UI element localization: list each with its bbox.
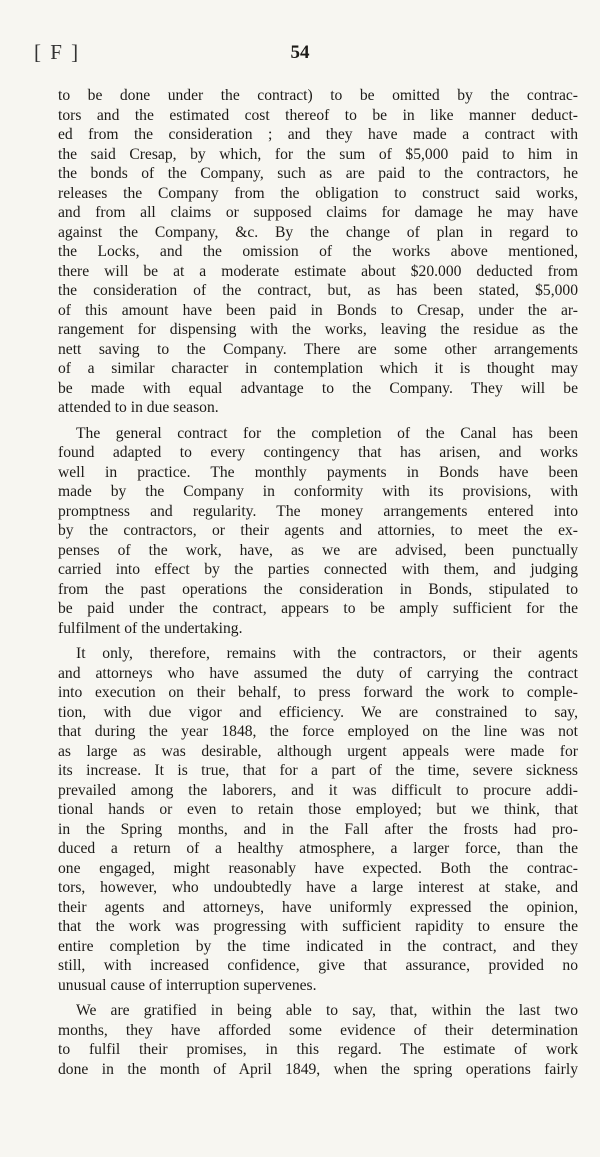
text-line: of a similar character in contemplation which it is thought may bbox=[58, 360, 578, 377]
page-header bbox=[0, 40, 600, 66]
text-line: The general contract for the completion of the Canal has been bbox=[76, 424, 578, 442]
text-line: found adapted to every contingency that has arisen, and works bbox=[58, 444, 578, 461]
page-number: 54 bbox=[290, 42, 310, 63]
text-line: promptness and regularity. The money arrangements entered into bbox=[58, 502, 578, 520]
text-line: as large as was desirable, although urgent appeals were made for bbox=[58, 742, 578, 760]
text-line: to fulfil their promises, in this regard. The estimate of work bbox=[58, 1041, 578, 1058]
text-line: by the contractors, or their agents and attornies, to meet the ex- bbox=[58, 522, 578, 539]
text-line: duced a return of a healthy atmosphere, a larger force, than the bbox=[58, 840, 578, 857]
text-line: to be done under the contract) to be omitted by the contrac- bbox=[58, 87, 578, 104]
text-line: that the work was progressing with sufficient rapidity to ensure the bbox=[58, 918, 578, 935]
text-line: carried into effect by the parties connected with them, and judging bbox=[58, 561, 578, 578]
paragraph bbox=[58, 424, 578, 639]
text-line: still, with increased confidence, give that assurance, provided no bbox=[58, 957, 578, 974]
text-line: and attorneys who have assumed the duty of carrying the contract bbox=[58, 664, 578, 682]
text-line: entire completion by the time indicated in the contract, and they bbox=[58, 937, 578, 955]
text-line: in the Spring months, and in the Fall after the frosts had pro- bbox=[58, 820, 578, 838]
paragraph bbox=[58, 1001, 578, 1079]
text-line: nett saving to the Company. There are some other arrangements bbox=[58, 340, 578, 358]
text-line: months, they have afforded some evidence of their determination bbox=[58, 1021, 578, 1039]
paragraph bbox=[58, 86, 578, 418]
text-line: done in the month of April 1849, when the spring operations fairly bbox=[58, 1060, 578, 1078]
body-text bbox=[58, 86, 578, 1079]
text-line: one engaged, might reasonably have expected. Both the contrac- bbox=[58, 859, 578, 877]
text-line: the bonds of the Company, such as are paid to the contractors, he bbox=[58, 165, 578, 182]
text-line: unusual cause of interruption supervenes. bbox=[58, 976, 317, 994]
text-line: tors and the estimated cost thereof to be in like manner deduct- bbox=[58, 106, 578, 124]
text-line: ed from the consideration ; and they have made a contract with bbox=[58, 126, 578, 143]
text-line: into execution on their behalf, to press forward the work to comple- bbox=[58, 684, 578, 701]
text-line: of this amount have been paid in Bonds to Cresap, under the ar- bbox=[58, 301, 578, 319]
text-line: releases the Company from the obligation to construct said works, bbox=[58, 184, 578, 202]
paragraph bbox=[58, 644, 578, 995]
text-line: be made with equal advantage to the Company. They will be bbox=[58, 379, 578, 397]
text-line: tional hands or even to retain those employed; but we think, that bbox=[58, 801, 578, 818]
text-line: there will be at a moderate estimate about $20.000 deducted from bbox=[58, 262, 578, 280]
text-line: and from all claims or supposed claims for damage he may have bbox=[58, 204, 578, 221]
text-line: from the past operations the consideration in Bonds, stipulated to bbox=[58, 580, 578, 598]
text-line: made by the Company in conformity with its provisions, with bbox=[58, 483, 578, 500]
text-line: the consideration of the contract, but, as has been stated, $5,000 bbox=[58, 282, 578, 299]
text-line: attended to in due season. bbox=[58, 399, 219, 416]
text-line: against the Company, &c. By the change of plan in regard to bbox=[58, 223, 578, 241]
text-line: its increase. It is true, that for a part of the time, severe sickness bbox=[58, 762, 578, 779]
text-line: tors, however, who undoubtedly have a large interest at stake, and bbox=[58, 879, 578, 896]
text-line: their agents and attorneys, have uniformly expressed the opinion, bbox=[58, 898, 578, 916]
text-line: It only, therefore, remains with the contractors, or their agents bbox=[76, 645, 578, 662]
text-line: well in practice. The monthly payments in Bonds have been bbox=[58, 463, 578, 481]
document-signature: [ F ] bbox=[34, 40, 81, 64]
text-line: be paid under the contract, appears to be amply sufficient for the bbox=[58, 600, 578, 617]
text-line: penses of the work, have, as we are advised, been punctually bbox=[58, 541, 578, 559]
text-line: tion, with due vigor and efficiency. We are constrained to say, bbox=[58, 703, 578, 721]
text-line: the said Cresap, by which, for the sum of $5,000 paid to him in bbox=[58, 145, 578, 163]
text-line: that during the year 1848, the force employed on the line was not bbox=[58, 723, 578, 740]
text-line: We are gratified in being able to say, that, within the last two bbox=[76, 1002, 578, 1019]
text-line: prevailed among the laborers, and it was difficult to procure addi- bbox=[58, 781, 578, 799]
text-line: rangement for dispensing with the works, leaving the residue as the bbox=[58, 321, 578, 338]
text-line: the Locks, and the omission of the works above mentioned, bbox=[58, 243, 578, 260]
text-line: fulfilment of the undertaking. bbox=[58, 619, 243, 637]
